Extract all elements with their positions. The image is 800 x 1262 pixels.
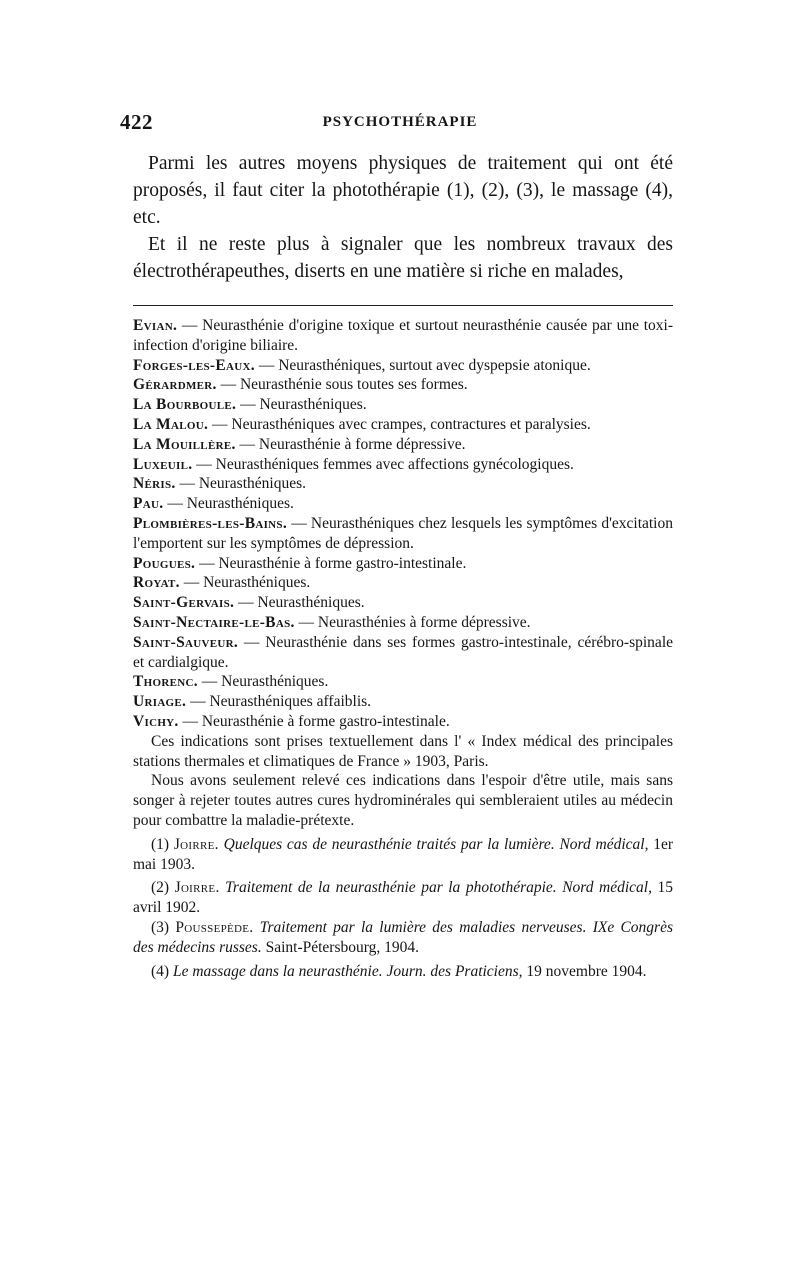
footnote-title: Traitement de la neurasthénie par la photothérapie. Nord médical, (219, 879, 652, 897)
station-name: Saint-Gervais. (133, 594, 235, 612)
station-indication: — Neurasthéniques chez lesquels les symptômes d'excitation l'emportent sur les symptômes de dépression. (133, 514, 673, 552)
station-entry (133, 692, 673, 712)
footnote-mark: (1) (151, 835, 174, 853)
station-indication: — Neurasthéniques. (197, 673, 329, 691)
station-indication: — Neurasthéniques, surtout avec dyspepsie atonique. (254, 356, 591, 374)
station-indication: — Neurasthénies à forme dépressive. (294, 613, 531, 631)
station-entry (133, 375, 673, 395)
station-entry (133, 395, 673, 415)
station-entry (133, 593, 673, 613)
station-entry (133, 613, 673, 633)
station-name: Pau. (133, 495, 164, 513)
footnote (133, 962, 673, 982)
footnote (133, 918, 673, 958)
page-number: 422 (120, 110, 153, 134)
station-entry (133, 712, 673, 732)
notes-paragraph: Ces indications sont prises textuellement dans l' « Index médical des principales stations thermales et climatiques de France » 1903, Paris. (133, 732, 673, 770)
footnote-rest: 15 avril 1902. (133, 879, 673, 917)
station-entry (133, 316, 673, 356)
station-name: Uriage. (133, 693, 187, 711)
station-indication: — Neurasthénie à forme gastro-intestinale. (178, 712, 450, 730)
page-header (120, 110, 680, 140)
station-indication: — Neurasthénie à forme dépressive. (235, 435, 466, 453)
footnote (133, 835, 673, 875)
footnote-author: Poussepède. (175, 918, 254, 936)
station-name: Royat. (133, 574, 180, 592)
station-entry (133, 494, 673, 514)
footnote-mark: (2) (151, 879, 175, 897)
station-name: Saint-Nectaire-le-Bas. (133, 613, 295, 631)
station-entry (133, 514, 673, 554)
body-paragraph: Parmi les autres moyens physiques de traitement qui ont été proposés, il faut citer la photothérapie (1), (2), (3), le massage (4), etc. (133, 153, 673, 228)
station-name: Néris. (133, 475, 176, 493)
body-paragraph: Et il ne reste plus à signaler que les nombreux travaux des électrothérapeuthes, diserts en une matière si riche en malades, (133, 234, 673, 282)
station-name: Saint-Sauveur. (133, 633, 239, 651)
footnote-title: Quelques cas de neurasthénie traités par la lumière. Nord médical, (218, 835, 649, 853)
station-indication: — Neurasthéniques. (175, 475, 306, 493)
station-indication: — Neurasthéniques affaiblis. (186, 693, 372, 711)
footnote-rest: Saint-Pétersbourg, 1904. (261, 938, 420, 956)
footnote-rest: 1er mai 1903. (133, 835, 674, 873)
footnote-author: Joirre. (173, 835, 219, 853)
station-entry (133, 633, 673, 673)
station-entry (133, 435, 673, 455)
station-indication: — Neurasthéniques. (163, 495, 294, 513)
notes-paragraph: Nous avons seulement relevé ces indications dans l'espoir d'être utile, mais sans songer à rejeter toutes autres cures hydrominérales qui sembleraient utiles au médecin pour combattre la maladie-prétexte. (133, 772, 673, 829)
station-name: La Malou. (133, 415, 209, 433)
station-indication: — Neurasthénie d'origine toxique et surtout neurasthénie causée par une toxi-infection d'origine biliaire. (133, 317, 673, 354)
station-name: Vichy. (133, 712, 179, 730)
station-entry (133, 672, 673, 692)
station-entry (133, 573, 673, 593)
station-name: Plombières-les-Bains. (133, 514, 288, 532)
station-indication: — Neurasthénie à forme gastro-intestinale. (195, 554, 467, 572)
footnote-author: Joirre. (174, 879, 220, 897)
footnote (133, 878, 673, 918)
station-indication: — Neurasthéniques. (234, 594, 365, 612)
station-entry (133, 554, 673, 574)
footnote-area (133, 316, 673, 981)
station-entry (133, 455, 673, 475)
station-name: Forges-les-Eaux. (133, 356, 255, 374)
station-name: Pougues. (133, 554, 196, 572)
station-entry (133, 356, 673, 376)
station-name: Luxeuil. (133, 455, 193, 473)
footnote-divider (133, 305, 673, 306)
station-name: La Mouillère. (133, 435, 236, 453)
station-name: Evian. (133, 317, 178, 334)
station-indication: — Neurasthéniques. (236, 396, 367, 414)
station-indication: — Neurasthéniques avec crampes, contractures et paralysies. (208, 415, 591, 433)
footnote-mark: (4) (151, 962, 173, 980)
station-entry (133, 474, 673, 494)
station-indication: — Neurasthénie sous toutes ses formes. (216, 376, 468, 394)
footnote-title: Le massage dans la neurasthénie. Journ. des Praticiens, (172, 962, 523, 980)
footnote-rest: 19 novembre 1904. (522, 962, 647, 980)
station-indication: — Neurasthéniques femmes avec affections gynécologiques. (192, 455, 574, 473)
footnote-mark: (3) (151, 918, 176, 936)
station-name: Gérardmer. (133, 376, 217, 394)
running-title: PSYCHOTHÉRAPIE (322, 114, 478, 130)
footnote-title: Traitement par la lumière des maladies nerveuses. IXe Congrès des médecins russes. (133, 918, 673, 956)
station-indication: — Neurasthéniques. (179, 574, 311, 592)
station-entry (133, 415, 673, 435)
station-indication: — Neurasthénie dans ses formes gastro-intestinale, cérébro-spinale et cardialgique. (133, 633, 673, 671)
station-name: Thorenc. (133, 673, 198, 691)
main-text (133, 150, 673, 285)
station-name: La Bourboule. (133, 396, 237, 414)
